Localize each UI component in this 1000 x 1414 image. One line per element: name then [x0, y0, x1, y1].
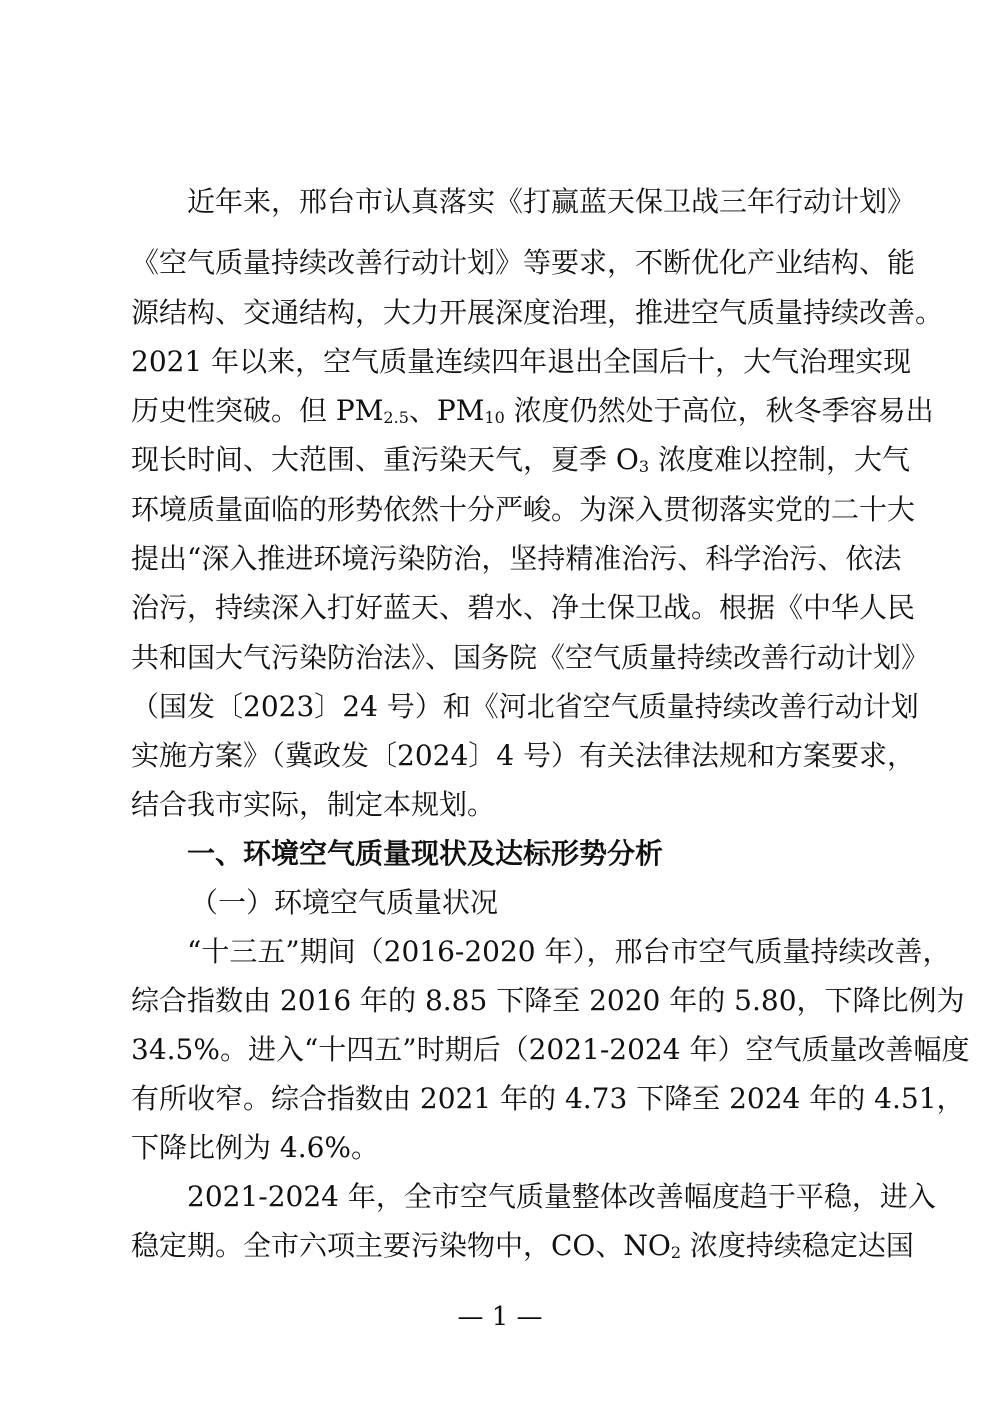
section-heading: 一、环境空气质量现状及达标形势分析 — [187, 837, 664, 870]
subscript: 2.5 — [383, 408, 409, 427]
page-number: — 1 — — [457, 1302, 543, 1332]
subsection-heading: （一）环境空气质量状况 — [190, 886, 499, 919]
paragraph-line: 综合指数由 2016 年的 8.85 下降至 2020 年的 5.80，下降比例为 — [131, 984, 965, 1017]
paragraph-line: 结合我市实际，制定本规划。 — [131, 788, 496, 821]
paragraph-line: 下降比例为 4.6%。 — [131, 1131, 380, 1164]
paragraph-line: （国发〔2023〕24 号）和《河北省空气质量持续改善行动计划 — [131, 690, 919, 723]
paragraph-line: 提出“深入推进环境污染防治，坚持精准治污、科学治污、依法 — [131, 542, 902, 575]
paragraph-line: 治污，持续深入打好蓝天、碧水、净土保卫战。根据《中华人民 — [131, 591, 916, 624]
paragraph-line: 源结构、交通结构，大力开展深度治理，推进空气质量持续改善。 — [131, 296, 944, 329]
text-run: 浓度持续稳定达国 — [681, 1229, 914, 1262]
paragraph-line: 实施方案》（冀政发〔2024〕4 号）有关法律法规和方案要求， — [131, 739, 915, 772]
text-run: 浓度难以控制，大气 — [649, 443, 910, 476]
paragraph-line: 34.5%。进入“十四五”时期后（2021-2024 年）空气质量改善幅度 — [131, 1033, 970, 1066]
subscript: 2 — [670, 1243, 682, 1262]
paragraph-line: 《空气质量持续改善行动计划》等要求，不断优化产业结构、能 — [131, 246, 916, 279]
paragraph-line — [131, 1226, 914, 1266]
paragraph-line — [131, 440, 910, 480]
paragraph-line: 有所收窄。综合指数由 2021 年的 4.73 下降至 2024 年的 4.51， — [131, 1082, 965, 1115]
paragraph-line — [131, 391, 934, 431]
paragraph-line: 共和国大气污染防治法》、国务院《空气质量持续改善行动计划》 — [131, 641, 930, 674]
text-run: 稳定期。全市六项主要污染物中，CO、NO — [131, 1229, 671, 1262]
paragraph-line: 近年来，邢台市认真落实《打赢蓝天保卫战三年行动计划》 — [187, 185, 916, 218]
text-run: 历史性突破。但 PM — [131, 394, 384, 427]
paragraph-line: “十三五”期间（2016-2020 年），邢台市空气质量持续改善， — [187, 935, 951, 968]
text-run: 、PM — [408, 394, 485, 427]
text-run: 现长时间、大范围、重污染天气，夏季 O — [131, 443, 639, 476]
subscript: 10 — [484, 408, 505, 427]
paragraph-line: 2021-2024 年，全市空气质量整体改善幅度趋于平稳，进入 — [187, 1180, 936, 1213]
text-run: 浓度仍然处于高位，秋冬季容易出 — [504, 394, 934, 427]
paragraph-line: 环境质量面临的形势依然十分严峻。为深入贯彻落实党的二十大 — [131, 493, 916, 526]
subscript: 3 — [638, 457, 650, 476]
paragraph-line: 2021 年以来，空气质量连续四年退出全国后十，大气治理实现 — [131, 345, 912, 378]
